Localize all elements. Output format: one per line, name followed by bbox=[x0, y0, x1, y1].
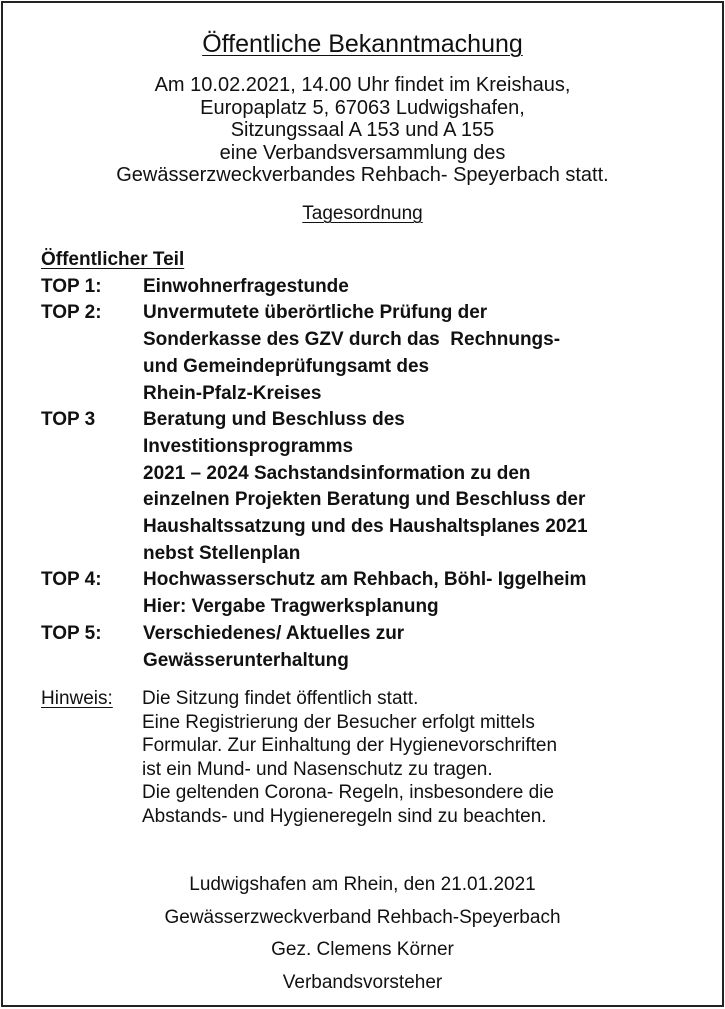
public-section-title: Öffentlicher Teil bbox=[41, 249, 185, 270]
agenda-item-line: Hier: Vergabe Tragwerksplanung bbox=[143, 596, 439, 618]
agenda-item-top-2 bbox=[41, 300, 702, 407]
agenda-item-text bbox=[143, 621, 404, 674]
intro-line: eine Verbandsversammlung des bbox=[219, 141, 506, 164]
agenda-item-line: Sonderkasse des GZV durch das Rechnungs- bbox=[143, 329, 561, 351]
agenda-heading: Tagesordnung bbox=[302, 203, 423, 224]
agenda-item-text bbox=[143, 300, 560, 407]
agenda-item-top-1 bbox=[41, 274, 702, 301]
agenda-item-text bbox=[143, 407, 588, 567]
agenda-item-text bbox=[143, 567, 586, 620]
hint-line: Eine Registrierung der Besucher erfolgt mittels bbox=[142, 711, 535, 733]
hint-label: Hinweis: bbox=[41, 688, 113, 709]
agenda-item-line: Hochwasserschutz am Rehbach, Böhl- Iggelheim bbox=[143, 569, 587, 591]
intro-line: Am 10.02.2021, 14.00 Uhr findet im Kreishaus, bbox=[154, 74, 571, 96]
hint-line: ist ein Mund- und Nasenschutz zu tragen. bbox=[142, 758, 493, 780]
agenda-item-line: Investitionsprogramms bbox=[143, 435, 354, 457]
hint-line: Die Sitzung findet öffentlich statt. bbox=[142, 688, 419, 709]
agenda-item-line: Einwohnerfragestunde bbox=[143, 275, 349, 297]
agenda-item-line: und Gemeindeprüfungsamt des bbox=[143, 355, 430, 377]
agenda-item-text bbox=[143, 274, 349, 301]
agenda-item-top-5 bbox=[41, 621, 702, 674]
signatory: Gez. Clemens Körner bbox=[271, 939, 454, 960]
intro-line: Gewässerzweckverbandes Rehbach- Speyerbach statt. bbox=[116, 164, 609, 186]
intro-line: Europaplatz 5, 67063 Ludwigshafen, bbox=[200, 96, 525, 119]
agenda-item-line: Gewässerunterhaltung bbox=[143, 649, 349, 671]
agenda-list bbox=[41, 247, 702, 674]
agenda-item-line: 2021 – 2024 Sachstandsinformation zu den bbox=[143, 462, 531, 484]
signatory-role: Verbandsvorsteher bbox=[282, 971, 443, 993]
agenda-item-line: Rhein-Pfalz-Kreises bbox=[143, 382, 322, 404]
agenda-item-label: TOP 3 bbox=[41, 409, 96, 431]
hint-line: Abstands- und Hygieneregeln sind zu beachten. bbox=[142, 805, 547, 827]
agenda-item-label: TOP 1: bbox=[41, 275, 102, 297]
agenda-item-top-4 bbox=[41, 567, 702, 620]
agenda-item-line: Verschiedenes/ Aktuelles zur bbox=[143, 622, 405, 644]
place-date: Ludwigshafen am Rhein, den 21.01.2021 bbox=[189, 874, 536, 895]
issuing-organization: Gewässerzweckverband Rehbach-Speyerbach bbox=[164, 906, 561, 928]
public-notice bbox=[1, 1, 724, 1007]
agenda-item-top-3 bbox=[41, 407, 702, 567]
agenda-item-line: nebst Stellenplan bbox=[143, 542, 301, 564]
agenda-item-label: TOP 4: bbox=[41, 569, 102, 591]
notice-title: Öffentliche Bekanntmachung bbox=[202, 30, 523, 58]
hint-line: Formular. Zur Einhaltung der Hygienevorschriften bbox=[142, 735, 558, 756]
agenda-item-line: Beratung und Beschluss des bbox=[143, 409, 405, 431]
intro-line: Sitzungssaal A 153 und A 155 bbox=[230, 119, 495, 141]
agenda-item-label: TOP 2: bbox=[41, 302, 102, 324]
agenda-item-line: einzelnen Projekten Beratung und Beschluss der bbox=[143, 489, 586, 511]
hint-text bbox=[142, 687, 557, 828]
agenda-item-line: Unvermutete überörtliche Prüfung der bbox=[143, 302, 488, 324]
hint-line: Die geltenden Corona- Regeln, insbesondere die bbox=[142, 782, 554, 803]
hint-block bbox=[41, 687, 702, 828]
agenda-item-label: TOP 5: bbox=[41, 622, 102, 644]
signature-block bbox=[3, 869, 722, 999]
agenda-item-line: Haushaltssatzung und des Haushaltsplanes 2021 bbox=[143, 516, 588, 538]
meeting-announcement bbox=[3, 74, 722, 187]
